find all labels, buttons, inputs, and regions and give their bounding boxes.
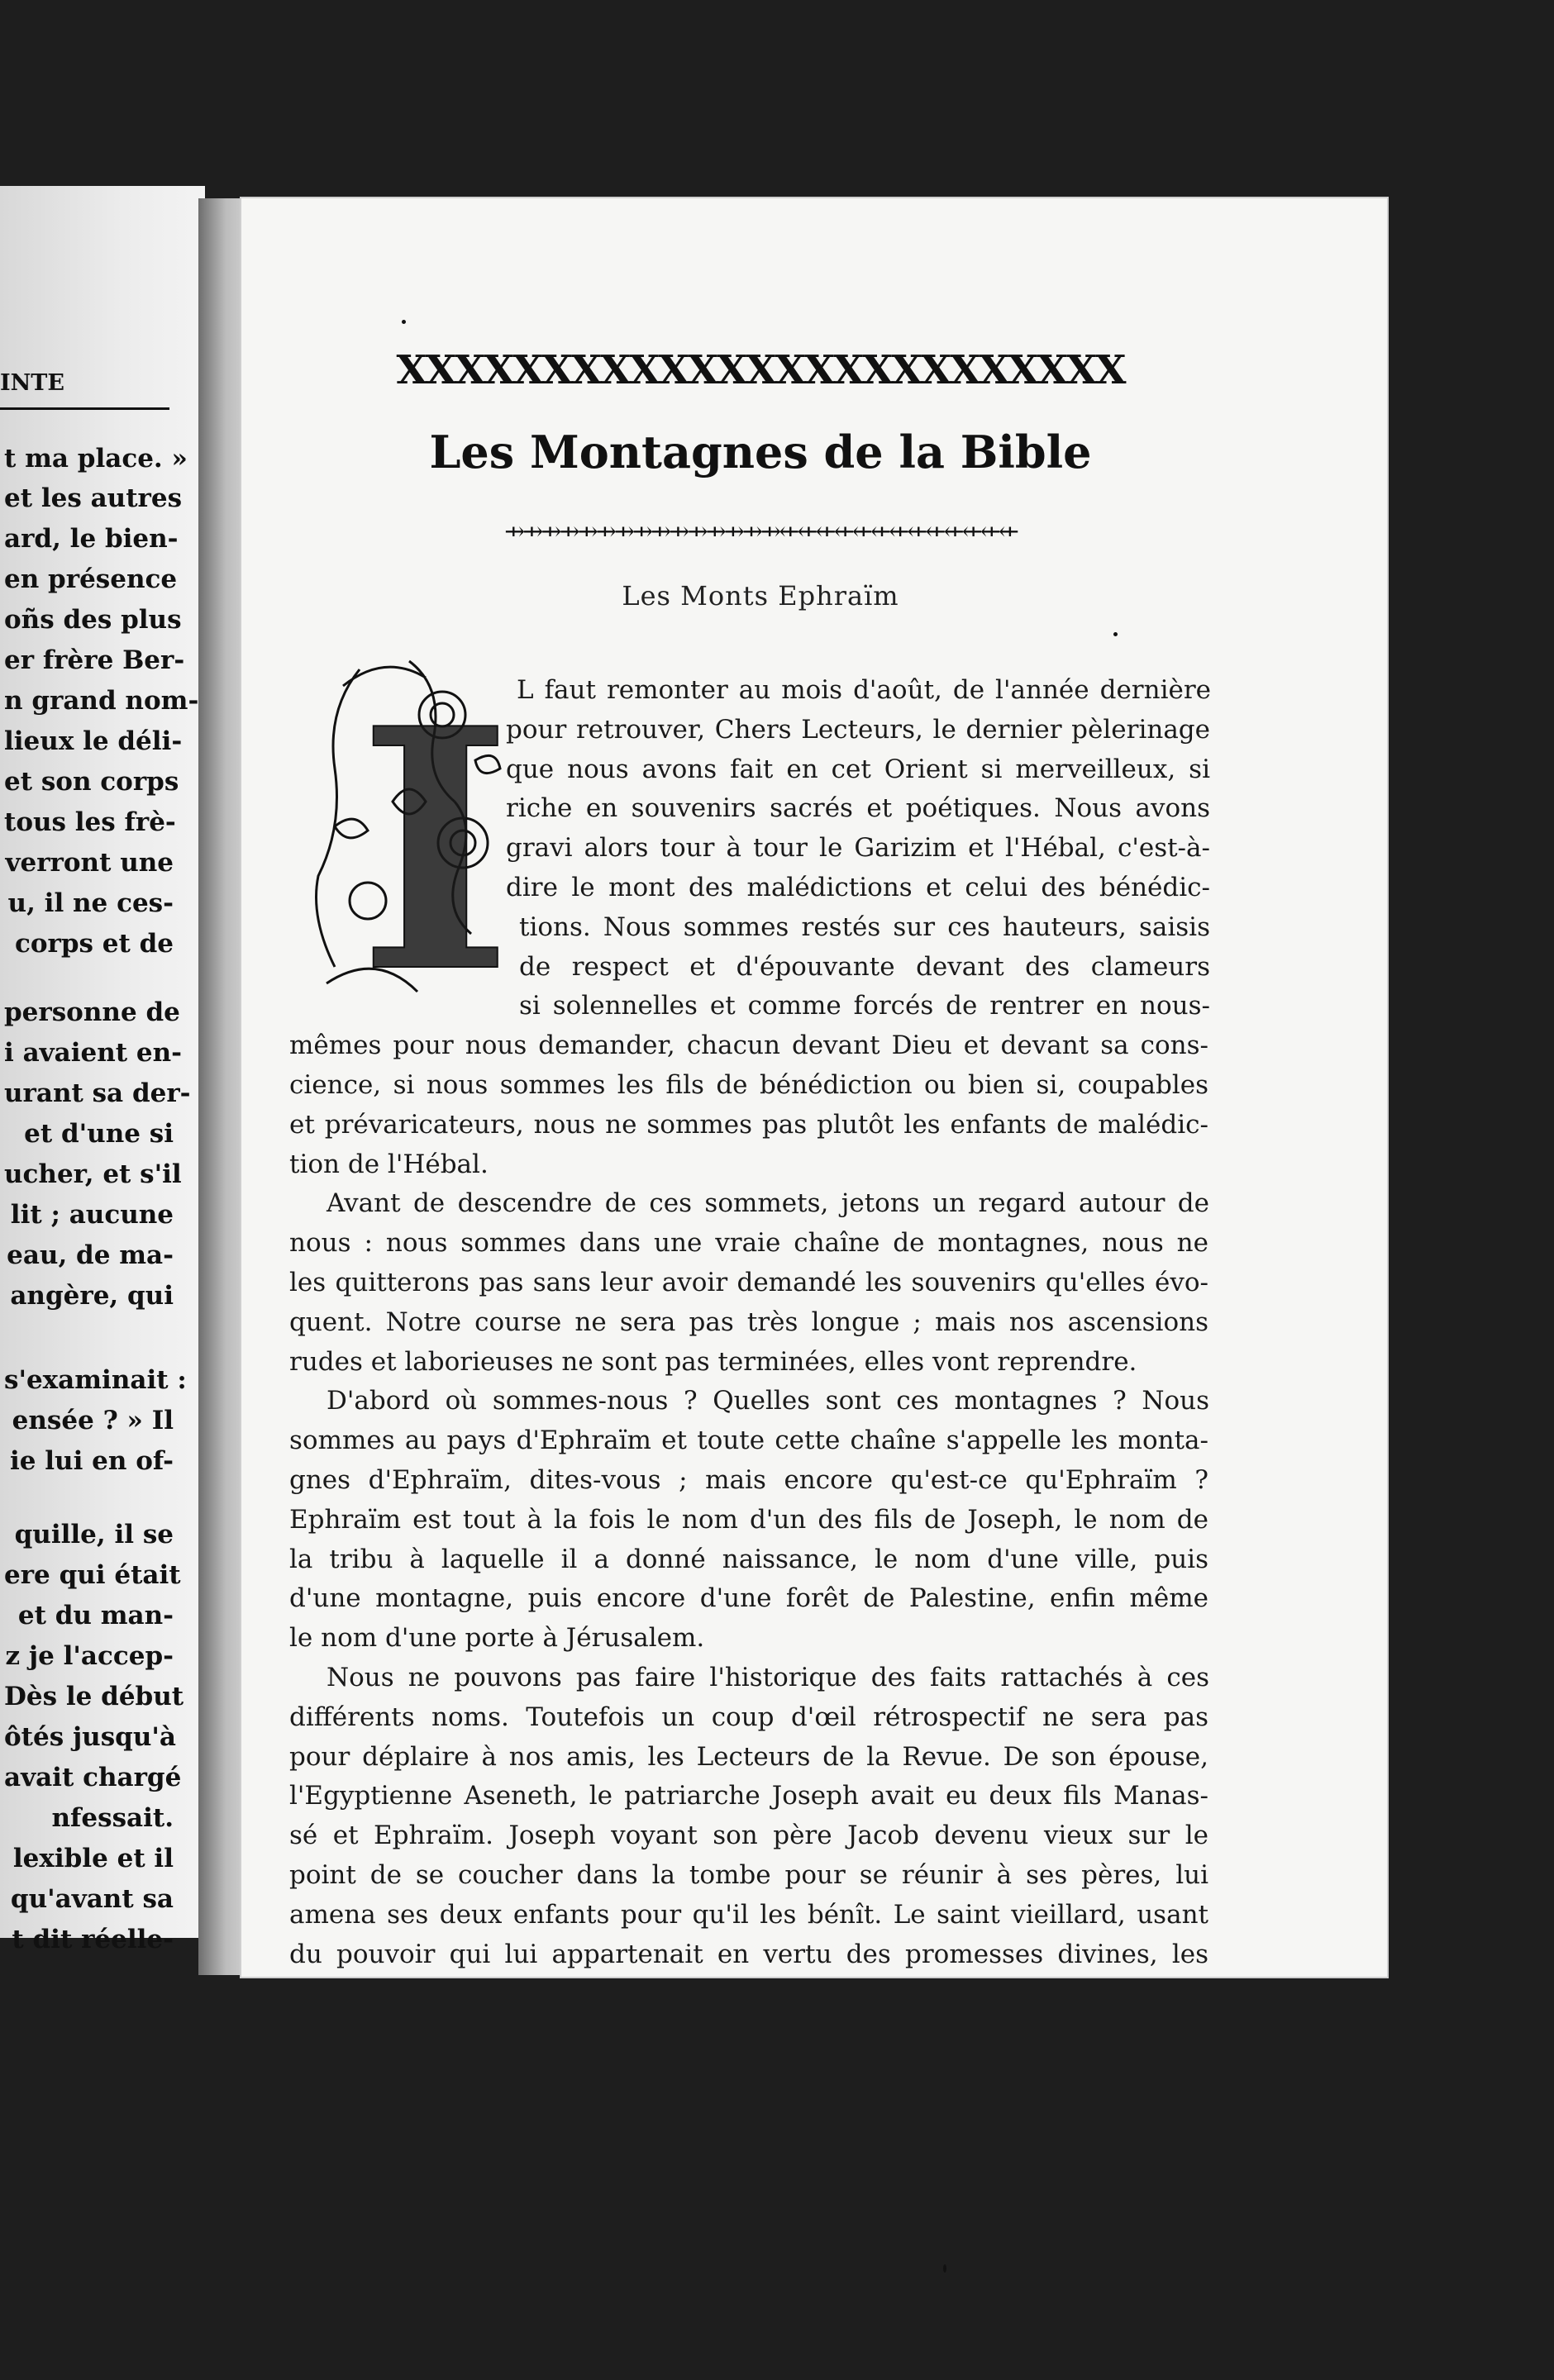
left-page-line: lit ; aucune [10, 1200, 174, 1230]
left-page-line: et du man- [17, 1601, 174, 1630]
article-line: le nom d'une porte à Jérusalem. [289, 1623, 705, 1654]
article-line: mêmes pour nous demander, chacun devant Dieu et devant sa cons- [289, 1031, 1208, 1061]
article-line-beside-dropcap: si solennelles et comme forcés de rentrer en nous- [519, 991, 1210, 1021]
article-line-beside-dropcap: gravi alors tour à tour le Garizim et l'Hébal, c'est-à- [506, 833, 1210, 864]
article-line: et prévaricateurs, nous ne sommes pas plutôt les enfants de malédic- [289, 1109, 1208, 1140]
left-page-line: nfessait. [51, 1803, 174, 1833]
article-line: différents noms. Toutefois un coup d'œil rétrospectif ne sera pas [289, 1702, 1208, 1732]
left-page-line: verront une [5, 848, 174, 878]
left-page-line: quille, il se [14, 1520, 174, 1549]
left-page-line: et les autres [4, 483, 183, 513]
left-page-line: qu'avant sa [10, 1884, 174, 1914]
left-page-line: ôtés jusqu'à [4, 1722, 176, 1752]
page-speck [1113, 632, 1118, 636]
left-page-line: lieux le déli- [4, 726, 183, 756]
article-line: sommes au pays d'Ephraïm et toute cette chaîne s'appelle les monta- [289, 1426, 1208, 1456]
left-page-line: lexible et il [12, 1844, 174, 1873]
left-page-header [0, 0, 174, 396]
article-line: la tribu à laquelle il a donné naissance, le nom d'une ville, puis [289, 1544, 1208, 1574]
left-page-line: et son corps [4, 767, 179, 797]
drop-cap-letter: I [358, 657, 513, 1045]
article-line: quent. Notre course ne sera pas très longue ; mais nos ascensions [289, 1307, 1208, 1337]
article-line-beside-dropcap: pour retrouver, Chers Lecteurs, le dernier pèlerinage [506, 714, 1210, 745]
top-ornament-band: XXXXXXXXXXXXXXXXXXXXXXXXX [396, 347, 1125, 393]
article-line: cience, si nous sommes les fils de bénédiction ou bien si, coupables [289, 1070, 1208, 1100]
article-line: D'abord où sommes-nous ? Quelles sont ces montagnes ? Nous [327, 1386, 1209, 1416]
left-page-line: oñs des plus [4, 605, 182, 635]
article-title: Les Montagnes de la Bible [429, 426, 1092, 478]
article-line-beside-dropcap: de respect et d'épouvante devant des clameurs [519, 951, 1210, 982]
left-page-line: u, il ne ces- [7, 888, 174, 918]
left-page-line: angère, qui [10, 1281, 174, 1311]
left-page-line: et d'une si [24, 1119, 174, 1149]
left-page-line: s'examinait : [4, 1365, 187, 1395]
left-page-line: z je l'accep- [5, 1641, 174, 1671]
left-page-line: ere qui était [4, 1560, 181, 1590]
left-page-line: i avaient en- [4, 1038, 183, 1068]
left-page-line: tous les frè- [4, 807, 176, 837]
left-page-rule [0, 407, 169, 410]
drop-cap-i-floral-icon [310, 636, 513, 1045]
article-line-beside-dropcap: dire le mont des malédictions et celui des bénédic- [506, 873, 1210, 902]
article-line-beside-dropcap: riche en souvenirs sacrés et poétiques. Nous avons [506, 793, 1210, 824]
article-line: rudes et laborieuses ne sont pas terminées, elles vont reprendre. [289, 1346, 1137, 1377]
article-line: amena ses deux enfants pour qu'il les bénît. Le saint vieillard, usant [289, 1899, 1208, 1930]
left-page-line: corps et de [14, 929, 174, 959]
left-page-line: ard, le bien- [4, 524, 179, 554]
article-line: pour déplaire à nos amis, les Lecteurs de la Revue. De son épouse, [289, 1741, 1208, 1772]
article-line: sé et Ephraïm. Joseph voyant son père Jacob devenu vieux sur le [289, 1821, 1208, 1851]
article-line: point de se coucher dans la tombe pour se réunir à ses pères, lui [289, 1860, 1208, 1890]
page-speck [943, 2264, 946, 2273]
left-page-line: avait chargé [4, 1763, 182, 1792]
article-line: du pouvoir qui lui appartenait en vertu des promesses divines, les [289, 1939, 1208, 1969]
left-page-line: Dès le début [4, 1682, 184, 1711]
left-page-line: ensée ? » Il [12, 1406, 174, 1435]
left-page-line: er frère Ber- [4, 645, 185, 675]
page-speck [402, 320, 406, 324]
left-page-running-head: INTE [0, 370, 64, 396]
left-page-line: urant sa der- [4, 1078, 191, 1108]
left-page-line: personne de [4, 997, 180, 1027]
article-line: Nous ne pouvons pas faire l'historique des faits rattachés à ces [327, 1663, 1209, 1692]
left-page-line: eau, de ma- [7, 1240, 174, 1270]
left-page-line: t ma place. » [4, 444, 188, 474]
article-line: nous : nous sommes dans une vraie chaîne de montagnes, nous ne [289, 1228, 1208, 1259]
left-page-line: ie lui en of- [9, 1446, 174, 1476]
article-subtitle: Les Monts Ephraïm [622, 580, 899, 612]
article-line-beside-dropcap: que nous avons fait en cet Orient si merveilleux, si [506, 754, 1210, 784]
article-line: gnes d'Ephraïm, dites-vous ; mais encore qu'est-ce qu'Ephraïm ? [289, 1465, 1208, 1495]
left-page-line: n grand nom- [4, 686, 199, 716]
article-line: d'une montagne, puis encore d'une forêt de Palestine, enfin même [289, 1583, 1208, 1614]
article-line: Ephraïm est tout à la fois le nom d'un des fils de Joseph, le nom de [289, 1504, 1208, 1535]
article-line: l'Egyptienne Aseneth, le patriarche Joseph avait eu deux fils Manas- [289, 1781, 1208, 1811]
article-line: Avant de descendre de ces sommets, jetons un regard autour de [327, 1188, 1209, 1219]
article-line-beside-dropcap: L faut remonter au mois d'août, de l'année dernière [517, 675, 1211, 705]
left-page-line: t dit réelle- [12, 1925, 174, 1954]
bottom-ornament-band: ⇸⇸⇸⇸⇸⇸⇸⇸⇸⇸⇸⇸⇸⇸⇸⇷⇷⇷⇷⇷⇷⇷⇷⇷⇷⇷⇷⇷ [504, 517, 1017, 546]
article-line: les quitterons pas sans leur avoir demandé les souvenirs qu'elles évo- [289, 1268, 1208, 1297]
left-page-line: ucher, et s'il [4, 1159, 182, 1189]
left-page-line: en présence [4, 564, 178, 594]
article-line-beside-dropcap: tions. Nous sommes restés sur ces hauteurs, saisis [519, 912, 1210, 942]
article-line: tion de l'Hébal. [289, 1149, 489, 1179]
